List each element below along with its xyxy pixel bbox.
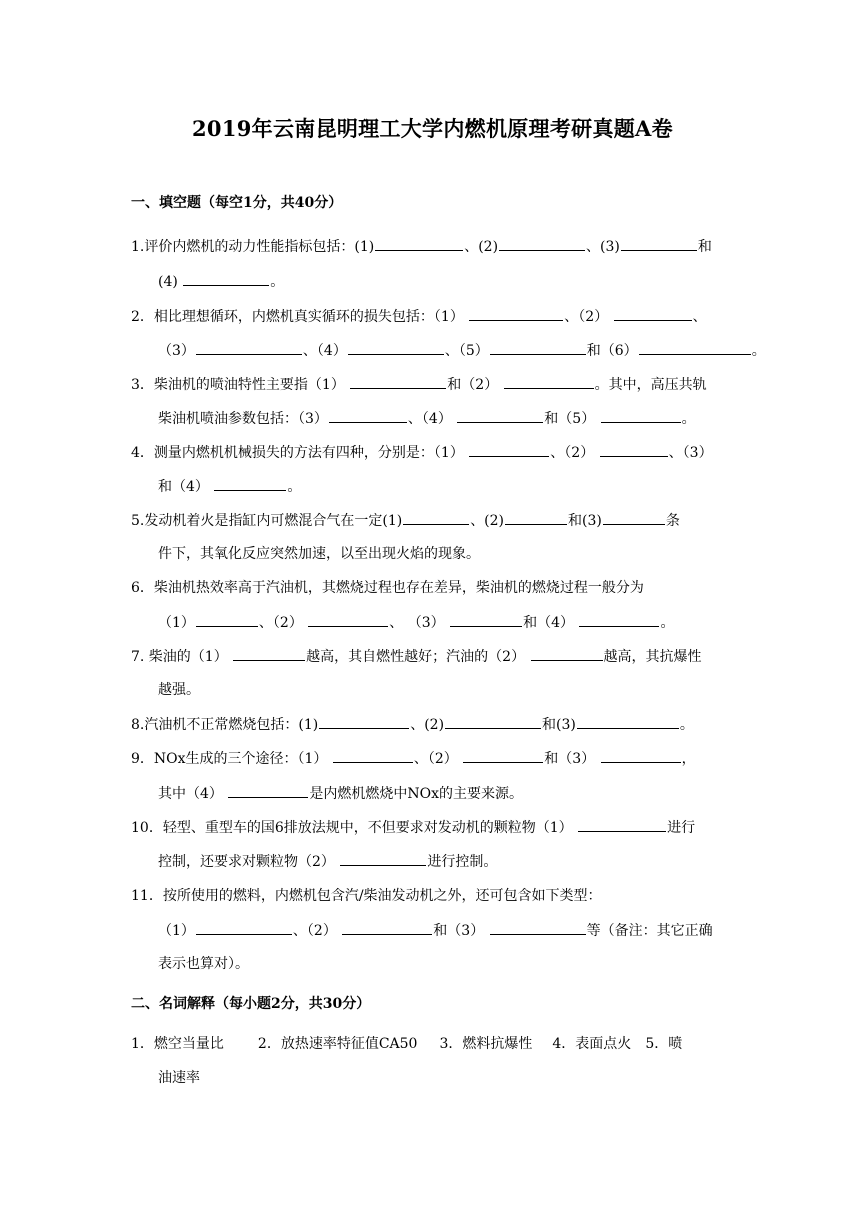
question-3-line-2 [158,408,696,429]
question-2-line-1 [131,306,707,327]
q4-text-e: 。 [287,479,302,495]
page-title: 2019年云南昆明理工大学内燃机原理考研真题A卷 [192,116,673,141]
q3-text-e: 、（4） [407,411,452,427]
q1-blank-3[interactable] [621,236,697,251]
q5-text-a: 5.发动机着火是指缸内可燃混合气在一定(1) [131,513,403,529]
q6-blank-2[interactable] [308,612,388,627]
q1-blank-2[interactable] [499,236,585,251]
q2-blank-5[interactable] [490,340,586,355]
term-4: 4．表面点火 [552,1036,632,1052]
q5-text-c: 和(3) [568,513,602,529]
question-7-line-1 [131,646,702,667]
q6-text-e: 和（4） [523,615,575,631]
term-2: 2．放热速率特征值CA50 [257,1036,418,1052]
q7-text-c: 越高，其抗爆性 [603,649,702,665]
q11-text-c: 、（2） [292,923,337,939]
q2-text-a: 2．相比理想循环，内燃机真实循环的损失包括：（1） [131,309,464,325]
question-11-line-3: 表示也算对）。 [158,956,249,972]
q2-text-b: 、（2） [564,309,609,325]
question-11-line-2 [158,920,713,941]
q3-text-c: 。其中，高压共轨 [594,377,707,393]
q11-text-d: 和（3） [433,923,485,939]
q6-blank-1[interactable] [196,612,258,627]
q6-text-b: （1） [158,615,195,631]
q9-blank-1[interactable] [333,748,413,763]
question-6-line-1: 6．柴油机热效率高于汽油机，其燃烧过程也存在差异，柴油机的燃烧过程一般分为 [131,580,644,596]
q1-text-a: 1.评价内燃机的动力性能指标包括：(1) [131,239,375,255]
question-9-line-2 [158,783,523,804]
term-1: 1．燃空当量比 [131,1036,224,1052]
question-1-line-2 [158,271,284,292]
question-4-line-1 [131,442,713,463]
q4-blank-2[interactable] [600,442,668,457]
question-4-line-2 [158,476,301,497]
q9-text-b: 、（2） [413,751,458,767]
q6-text-f: 。 [660,615,675,631]
q3-text-a: 3．柴油机的喷油特性主要指（1） [131,377,345,393]
q10-text-c: 控制，还要求对颗粒物（2） [158,854,335,870]
question-2-line-2 [158,340,766,361]
q4-text-b: 、（2） [550,445,595,461]
q5-blank-3[interactable] [603,510,665,525]
q2-blank-4[interactable] [348,340,444,355]
question-11-line-1: 11．按所使用的燃料，内燃机包含汽/柴油发动机之外，还可包含如下类型： [131,888,602,904]
q10-text-d: 进行控制。 [427,854,498,870]
q8-blank-3[interactable] [577,714,679,729]
question-1-line-1 [131,236,712,257]
q1-blank-1[interactable] [375,236,463,251]
question-5-line-1 [131,510,680,531]
q10-text-b: 进行 [667,820,696,836]
q6-blank-4[interactable] [579,612,659,627]
q9-blank-2[interactable] [463,748,543,763]
q9-text-a: 9．NOx生成的三个途径：（1） [131,751,328,767]
q11-blank-3[interactable] [490,920,586,935]
question-8-line-1 [131,714,694,735]
q5-text-d: 条 [665,513,680,529]
q1-text-d: 和 [697,239,712,255]
q4-text-a: 4．测量内燃机机械损失的方法有四种，分别是：（1） [131,445,464,461]
question-7-line-2: 越强。 [158,682,200,698]
question-10-line-2 [158,851,497,872]
q3-text-g: 。 [681,411,696,427]
q2-text-c: 、 [692,309,707,325]
q8-blank-1[interactable] [319,714,409,729]
q7-blank-1[interactable] [233,646,305,661]
q6-text-d: 、 （3） [389,615,445,631]
q3-blank-5[interactable] [601,408,681,423]
term-5: 5．喷 [645,1036,683,1052]
q6-text-c: 、（2） [258,615,303,631]
q9-blank-4[interactable] [228,783,308,798]
q11-blank-1[interactable] [196,920,292,935]
q9-text-d: ， [681,751,696,767]
q2-text-g: 和（6） [586,343,638,359]
question-6-line-2 [158,612,674,633]
q8-text-a: 8.汽油机不正常燃烧包括：(1) [131,717,319,733]
question-5-line-2: 件下，其氧化反应突然加速，以至出现火焰的现象。 [158,546,480,562]
term-3: 3．燃料抗爆性 [439,1036,533,1052]
question-3-line-1 [131,374,707,395]
q4-blank-4[interactable] [214,476,286,491]
q7-text-a: 7. 柴油的（1） [131,649,228,665]
q8-text-d: 。 [679,717,694,733]
q10-blank-2[interactable] [340,851,426,866]
q2-text-f: 、（5） [444,343,489,359]
section-heading-terms: 二、名词解释（每小题2分，共30分） [131,996,371,1012]
q9-blank-3[interactable] [601,748,681,763]
q1-text-e: (4) [158,274,178,290]
q2-text-h: 。 [751,343,766,359]
q5-text-b: 、(2) [470,513,505,529]
q9-text-e: 其中（4） [158,786,223,802]
q3-blank-3[interactable] [329,408,407,423]
q1-text-b: 、(2) [464,239,499,255]
q4-blank-1[interactable] [469,442,549,457]
q10-blank-1[interactable] [578,817,666,832]
q3-text-d: 柴油机喷油参数包括：（3） [158,411,328,427]
q1-blank-4[interactable] [183,271,269,286]
q2-blank-3[interactable] [196,340,302,355]
q3-text-b: 和（2） [447,377,499,393]
q8-text-b: 、(2) [410,717,445,733]
q11-text-b: （1） [158,923,195,939]
q9-text-f: 是内燃机燃烧中NOx的主要来源。 [309,786,523,802]
q7-text-b: 越高，其自燃性越好；汽油的（2） [306,649,526,665]
q3-text-f: 和（5） [544,411,596,427]
q5-blank-1[interactable] [403,510,469,525]
q1-text-f: 。 [270,274,285,290]
q8-blank-2[interactable] [445,714,541,729]
q3-blank-4[interactable] [457,408,543,423]
terms-line-2: 油速率 [158,1070,200,1086]
q4-text-d: 和（4） [158,479,209,495]
terms-line-1 [131,1034,682,1054]
q2-text-e: 、（4） [302,343,347,359]
q3-blank-2[interactable] [504,374,594,389]
q2-blank-1[interactable] [469,306,563,321]
q1-text-c: 、(3) [586,239,620,255]
q11-text-e: 等（备注：其它正确 [586,923,713,939]
q9-text-c: 和（3） [544,751,596,767]
q10-text-a: 10．轻型、重型车的国6排放法规中，不但要求对发动机的颗粒物（1） [131,820,573,836]
q2-text-d: （3） [158,343,195,359]
q2-blank-6[interactable] [639,340,751,355]
q3-blank-1[interactable] [350,374,446,389]
q2-blank-2[interactable] [614,306,692,321]
q6-blank-3[interactable] [450,612,522,627]
q7-blank-2[interactable] [531,646,603,661]
q8-text-c: 和(3) [542,717,576,733]
question-9-line-1 [131,748,696,769]
section-heading-fill-blank: 一、填空题（每空1分，共40分） [131,195,343,211]
q11-blank-2[interactable] [342,920,432,935]
q4-text-c: 、（3） [668,445,713,461]
q5-blank-2[interactable] [505,510,567,525]
question-10-line-1 [131,817,695,838]
